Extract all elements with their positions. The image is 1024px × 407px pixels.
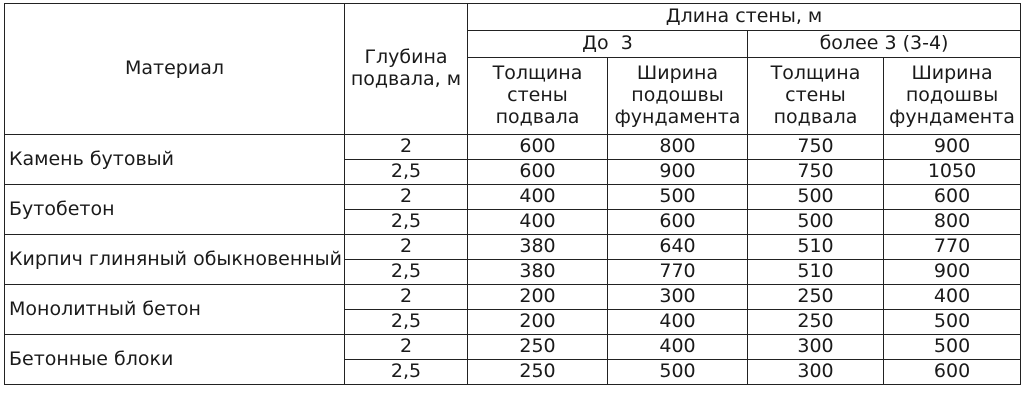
wall-thickness-cell: 300	[748, 335, 884, 360]
sole-width-cell: 900	[608, 160, 748, 185]
sole-width-cell: 400	[608, 310, 748, 335]
wall-thickness-cell: 600	[468, 135, 608, 160]
material-header: Материал	[5, 4, 345, 135]
depth-cell: 2	[345, 185, 468, 210]
sole-width-cell: 300	[608, 285, 748, 310]
wall-thickness-cell: 200	[468, 310, 608, 335]
sole-width-cell: 900	[884, 135, 1021, 160]
sole-width-header: Ширина подошвы фундамента	[608, 58, 748, 135]
wall-thickness-cell: 500	[748, 210, 884, 235]
wall-thickness-cell: 200	[468, 285, 608, 310]
depth-cell: 2,5	[345, 160, 468, 185]
wall-thickness-cell: 500	[748, 185, 884, 210]
wall-thickness-cell: 300	[748, 360, 884, 385]
sole-width-cell: 500	[884, 310, 1021, 335]
wall-thickness-cell: 400	[468, 185, 608, 210]
wall-thickness-cell: 250	[468, 360, 608, 385]
sole-width-cell: 500	[608, 360, 748, 385]
wall-thickness-header: Толщина стены подвала	[748, 58, 884, 135]
wall-thickness-cell: 380	[468, 235, 608, 260]
material-cell: Бетонные блоки	[5, 335, 345, 385]
depth-cell: 2,5	[345, 260, 468, 285]
table-row	[5, 285, 1021, 310]
sole-width-cell: 500	[608, 185, 748, 210]
material-cell: Кирпич глиняный обыкновенный	[5, 235, 345, 285]
group-short-header: До 3	[468, 31, 748, 58]
depth-cell: 2	[345, 135, 468, 160]
table-row	[5, 335, 1021, 360]
depth-header: Глубина подвала, м	[345, 4, 468, 135]
sole-width-cell: 800	[608, 135, 748, 160]
sole-width-cell: 400	[884, 285, 1021, 310]
sole-width-cell: 770	[608, 260, 748, 285]
sole-width-cell: 500	[884, 335, 1021, 360]
material-cell: Бутобетон	[5, 185, 345, 235]
depth-cell: 2,5	[345, 310, 468, 335]
depth-cell: 2	[345, 235, 468, 260]
sole-width-cell: 800	[884, 210, 1021, 235]
depth-cell: 2,5	[345, 210, 468, 235]
sole-width-cell: 600	[884, 360, 1021, 385]
wall-length-header: Длина стены, м	[468, 4, 1021, 31]
material-cell: Камень бутовый	[5, 135, 345, 185]
wall-thickness-cell: 250	[748, 310, 884, 335]
wall-thickness-cell: 750	[748, 160, 884, 185]
foundation-table-container	[4, 3, 1020, 404]
sole-width-cell: 640	[608, 235, 748, 260]
wall-thickness-cell: 250	[748, 285, 884, 310]
sole-width-cell: 600	[608, 210, 748, 235]
wall-thickness-cell: 400	[468, 210, 608, 235]
sole-width-cell: 400	[608, 335, 748, 360]
wall-thickness-cell: 510	[748, 260, 884, 285]
sole-width-cell: 1050	[884, 160, 1021, 185]
foundation-table	[4, 3, 1021, 385]
depth-cell: 2	[345, 335, 468, 360]
sole-width-cell: 600	[884, 185, 1021, 210]
material-cell: Монолитный бетон	[5, 285, 345, 335]
wall-thickness-cell: 380	[468, 260, 608, 285]
group-long-header: более 3 (3-4)	[748, 31, 1021, 58]
depth-cell: 2,5	[345, 360, 468, 385]
wall-thickness-cell: 510	[748, 235, 884, 260]
sole-width-cell: 770	[884, 235, 1021, 260]
table-row	[5, 235, 1021, 260]
table-row	[5, 185, 1021, 210]
wall-thickness-cell: 750	[748, 135, 884, 160]
sole-width-header: Ширина подошвы фундамента	[884, 58, 1021, 135]
sole-width-cell: 900	[884, 260, 1021, 285]
table-row	[5, 135, 1021, 160]
wall-thickness-header: Толщина стены подвала	[468, 58, 608, 135]
wall-thickness-cell: 250	[468, 335, 608, 360]
depth-cell: 2	[345, 285, 468, 310]
wall-thickness-cell: 600	[468, 160, 608, 185]
